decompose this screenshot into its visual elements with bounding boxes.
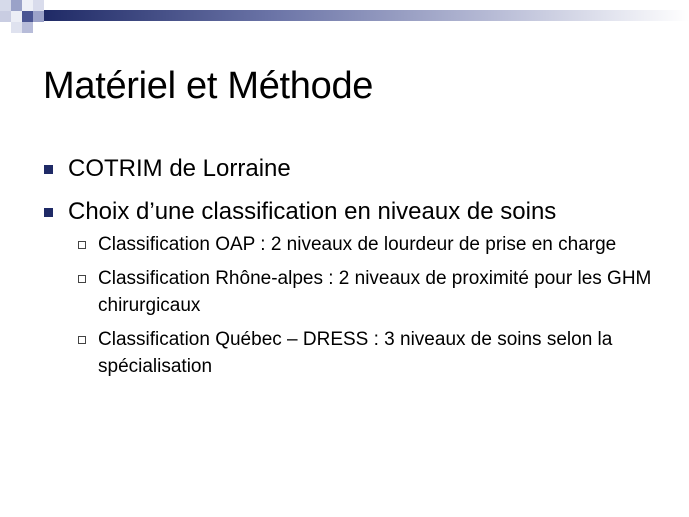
sub-bullet-item bbox=[76, 326, 676, 380]
slide-header-decoration bbox=[0, 0, 689, 40]
sub-bullet-list bbox=[76, 231, 676, 380]
decorative-square bbox=[0, 0, 11, 11]
bullet-item-text: Choix d’une classification en niveaux de soins bbox=[68, 198, 557, 225]
sub-bullet-item-text: Classification Rhône-alpes : 2 niveaux de proximité pour les GHM chirurgicaux bbox=[98, 268, 652, 316]
decorative-square bbox=[11, 11, 22, 22]
hollow-square-bullet-icon bbox=[78, 275, 86, 283]
hollow-square-bullet-icon bbox=[78, 241, 86, 249]
decorative-square bbox=[11, 22, 22, 33]
bullet-item bbox=[42, 152, 672, 186]
decorative-square bbox=[22, 0, 33, 11]
bullet-item-text: COTRIM de Lorraine bbox=[68, 155, 291, 182]
decorative-square bbox=[22, 11, 33, 22]
decorative-square bbox=[0, 11, 11, 22]
slide-title: Matériel et Méthode bbox=[43, 65, 374, 107]
filled-square-bullet-icon bbox=[44, 208, 53, 217]
sub-bullet-item-text: Classification Québec – DRESS : 3 niveaux de soins selon la spécialisation bbox=[98, 329, 613, 377]
sub-bullet-item-text: Classification OAP : 2 niveaux de lourdeur de prise en charge bbox=[98, 234, 617, 255]
sub-bullet-item bbox=[76, 265, 676, 319]
hollow-square-bullet-icon bbox=[78, 336, 86, 344]
decorative-square bbox=[33, 11, 44, 22]
decorative-square bbox=[11, 0, 22, 11]
bullet-list bbox=[42, 152, 672, 387]
header-gradient-bar bbox=[44, 10, 689, 21]
decorative-square bbox=[33, 0, 44, 11]
decorative-square bbox=[22, 22, 33, 33]
sub-bullet-item bbox=[76, 231, 676, 258]
bullet-item bbox=[42, 195, 672, 229]
filled-square-bullet-icon bbox=[44, 165, 53, 174]
